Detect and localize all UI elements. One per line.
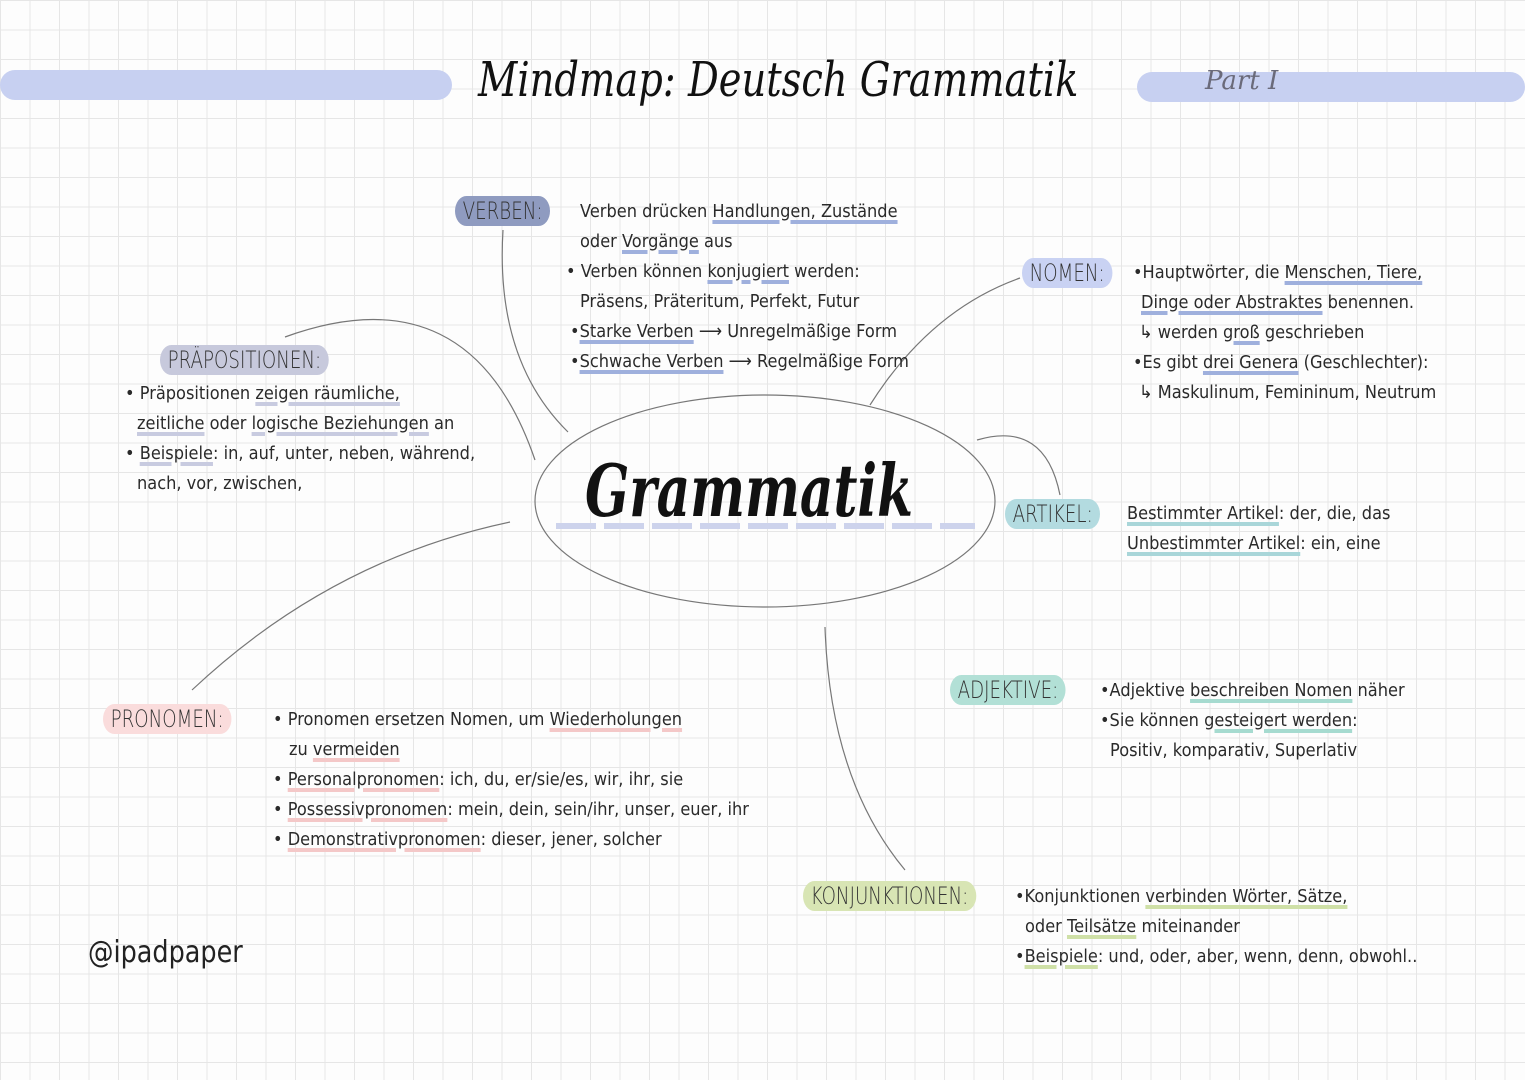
konjunktionen-line [1015,882,1347,912]
text-segment: Positiv, komparativ, Superlativ [1110,740,1358,761]
text-segment: : in, auf, unter, neben, während, [212,443,476,464]
text-segment: •Es gibt [1133,352,1203,373]
text-segment: Verben drücken [580,201,713,222]
adjektive-line [1100,706,1358,736]
center-topic: Grammatik [585,448,914,533]
highlighted-term: Possessivpronomen [287,799,448,820]
text-segment: oder [1025,916,1067,937]
text-segment: nach, vor, zwischen, [137,473,303,494]
text-segment: zu [289,739,313,760]
tag-artikel: ARTIKEL: [1005,499,1100,529]
highlighted-term: zeitliche [137,413,205,434]
tag-praepositionen: PRÄPOSITIONEN: [160,345,329,375]
verben-line [570,317,897,347]
text-segment: : und, oder, aber, wenn, denn, obwohl.. [1097,946,1418,967]
author-handle: @ipadpaper [88,935,243,970]
highlighted-term: vermeiden [312,739,400,760]
text-segment: ↳ Maskulinum, Femininum, Neutrum [1139,382,1437,403]
line-konjunktionen [825,627,905,870]
verben-line [580,227,733,257]
praepositionen-line [125,379,400,409]
nomen-line [1141,288,1414,318]
line-verben [502,230,568,432]
pronomen-line [273,765,683,795]
text-segment: • Präpositionen [125,383,256,404]
text-segment: : ein, eine [1300,533,1381,554]
highlighted-term: Personalpronomen [287,769,440,790]
konjunktionen-line [1025,912,1240,942]
highlighted-term: groß [1222,322,1260,343]
text-segment: näher [1352,680,1405,701]
highlighted-term: konjugiert [707,261,789,282]
pronomen-line [289,735,400,765]
text-segment: • [273,769,288,790]
text-segment: miteinander [1136,916,1240,937]
highlighted-term: Menschen, Tiere, [1284,262,1423,283]
text-segment: : ich, du, er/sie/es, wir, ihr, sie [439,769,684,790]
text-segment: • [125,443,140,464]
text-segment: ⟶ Unregelmäßige Form [693,321,897,342]
text-segment: Präsens, Präteritum, Perfekt, Futur [580,291,860,312]
highlighted-term: Vorgänge [621,231,699,252]
text-segment: •Konjunktionen [1015,886,1146,907]
artikel-line [1127,499,1390,529]
part-label: Part I [1205,66,1279,96]
highlighted-term: Schwache Verben [579,351,724,372]
text-segment: • [570,321,580,342]
tag-nomen: NOMEN: [1022,258,1112,288]
text-segment: ↳ werden [1139,322,1223,343]
tag-verben: VERBEN: [455,196,550,226]
tag-adjektive: ADJEKTIVE: [950,675,1066,705]
nomen-line [1133,348,1429,378]
highlighted-term: logische Beziehungen [251,413,429,434]
praepositionen-line [125,439,475,469]
artikel-line [1127,529,1381,559]
text-segment: an [428,413,455,434]
text-segment: •Hauptwörter, die [1133,262,1285,283]
pronomen-line [273,705,682,735]
text-segment: : der, die, das [1278,503,1391,524]
highlighted-term: Dinge oder Abstraktes [1141,292,1323,313]
praepositionen-line [137,409,454,439]
adjektive-line [1110,736,1357,766]
text-segment: • [273,829,288,850]
text-segment: •Sie können [1100,710,1205,731]
text-segment: • [1015,946,1025,967]
text-segment: oder [204,413,252,434]
tag-pronomen: PRONOMEN: [103,704,231,734]
konjunktionen-line [1015,942,1417,972]
highlighted-term: Bestimmter Artikel [1127,503,1279,524]
pronomen-line [273,825,662,855]
line-pronomen [192,522,510,690]
text-segment: •Adjektive [1100,680,1191,701]
nomen-line [1133,258,1422,288]
text-segment: : mein, dein, sein/ihr, unser, euer, ihr [447,799,749,820]
verben-line [580,197,898,227]
text-segment: ⟶ Regelmäßige Form [723,351,909,372]
highlighted-term: verbinden Wörter, Sätze, [1145,886,1348,907]
highlighted-term: Beispiele [139,443,213,464]
pronomen-line [273,795,749,825]
highlighted-term: Starke Verben [579,321,694,342]
highlighted-term: Wiederholungen [549,709,683,730]
highlighted-term: beschreiben Nomen [1190,680,1353,701]
text-segment: : [1352,710,1358,731]
nomen-line [1139,318,1364,348]
highlighted-term: Teilsätze [1066,916,1137,937]
line-artikel [977,436,1060,495]
highlighted-term: Unbestimmter Artikel [1127,533,1301,554]
text-segment: • Verben können [566,261,708,282]
highlighted-term: Demonstrativpronomen [287,829,481,850]
verben-line [580,287,859,317]
highlighted-term: zeigen räumliche, [255,383,400,404]
highlighted-term: Handlungen, Zustände [712,201,898,222]
text-segment: • [273,799,288,820]
text-segment: • Pronomen ersetzen Nomen, um [273,709,550,730]
tag-konjunktionen: KONJUNKTIONEN: [803,881,976,911]
highlighted-term: Beispiele [1024,946,1098,967]
praepositionen-line [137,469,302,499]
text-segment: oder [580,231,622,252]
highlighted-term: gesteigert werden [1204,710,1353,731]
page-title: Mindmap: Deutsch Grammatik [478,52,1079,108]
verben-line [566,257,860,287]
text-segment: (Geschlechter): [1298,352,1429,373]
text-segment: geschrieben [1259,322,1365,343]
text-segment: aus [698,231,733,252]
text-segment: • [570,351,580,372]
adjektive-line [1100,676,1405,706]
text-segment: benennen. [1322,292,1415,313]
text-segment: werden: [788,261,860,282]
nomen-line [1139,378,1436,408]
text-segment: : dieser, jener, solcher [480,829,662,850]
highlighted-term: drei Genera [1202,352,1299,373]
verben-line [570,347,909,377]
